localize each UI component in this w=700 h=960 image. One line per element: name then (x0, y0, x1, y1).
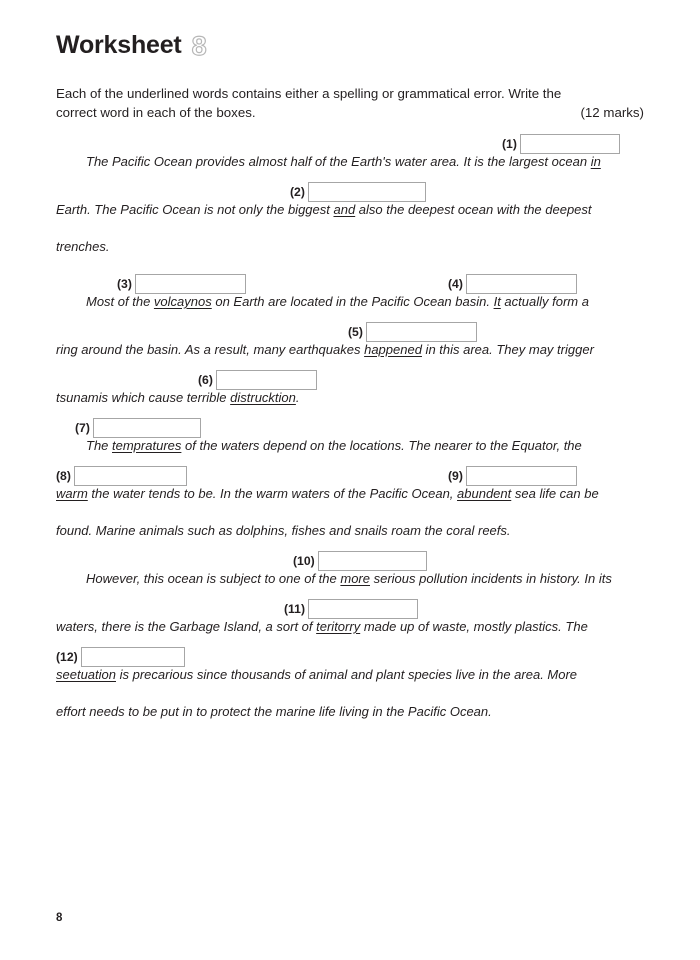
passage-text: waters, there is the Garbage Island, a sort of (56, 619, 317, 634)
answer-number-8: (8) (56, 469, 71, 483)
answer-field-1[interactable] (502, 134, 620, 154)
passage-text: The Pacific Ocean provides almost half of the Earth's water area. It is the largest ocean (86, 154, 591, 169)
answer-field-3[interactable] (117, 274, 246, 294)
passage (56, 130, 644, 719)
passage-text: . (295, 390, 300, 405)
underlined-error-volcaynos: volcaynos (153, 294, 212, 309)
underlined-error-seetuation: seetuation (56, 667, 116, 682)
underlined-error-tempratures: tempratures (112, 438, 182, 453)
passage-line-p4-4: effort needs to be put in to protect the marine life living in the Pacific Ocean. (56, 704, 492, 719)
answer-input-11[interactable] (308, 599, 418, 619)
passage-text: Earth. The Pacific Ocean is not only the biggest (56, 202, 334, 217)
page-title-text: Worksheet (56, 30, 182, 59)
instructions-line-1: Each of the underlined words contains either a spelling or grammatical error. Write the (56, 86, 562, 101)
underlined-error-it: It (493, 294, 501, 309)
passage-text: serious pollution incidents in history. In its (370, 571, 612, 586)
underlined-error-more: more (340, 571, 370, 586)
underlined-error-happened: happened (364, 342, 422, 357)
answer-input-6[interactable] (216, 370, 317, 390)
passage-text: actually form a (500, 294, 589, 309)
answer-number-9: (9) (448, 469, 463, 483)
underlined-error-distrucktion: distrucktion (230, 390, 296, 405)
marks-label: (12 marks) (580, 105, 644, 120)
answer-number-10: (10) (293, 554, 315, 568)
passage-line-p1-2 (56, 202, 644, 217)
passage-line-p4-3 (56, 667, 644, 682)
answer-input-7[interactable] (93, 418, 201, 438)
answer-number-6: (6) (198, 373, 213, 387)
answer-field-12[interactable] (56, 647, 185, 667)
underlined-error-abundent: abundent (457, 486, 512, 501)
underlined-error-and: and (333, 202, 356, 217)
answer-box-row-8-9 (56, 462, 644, 486)
answer-field-2[interactable] (290, 182, 426, 202)
passage-text: is precarious since thousands of animal and plant species live in the area. More (116, 667, 578, 682)
instructions-line-2-row (56, 103, 644, 122)
passage-text: ring around the basin. As a result, many earthquakes (56, 342, 365, 357)
answer-number-4: (4) (448, 277, 463, 291)
passage-text: tsunamis which cause terrible (56, 390, 231, 405)
answer-input-3[interactable] (135, 274, 246, 294)
passage-text: also the deepest ocean with the deepest (355, 202, 592, 217)
passage-line-p2-1 (56, 294, 644, 309)
passage-line-p3-3: found. Marine animals such as dolphins, fishes and snails roam the coral reefs. (56, 523, 511, 538)
passage-text: on Earth are located in the Pacific Ocean basin. (211, 294, 494, 309)
answer-number-11: (11) (284, 602, 306, 616)
underlined-error-teritorry: teritorry (316, 619, 361, 634)
passage-line-p2-2 (56, 342, 644, 357)
answer-input-5[interactable] (366, 322, 477, 342)
passage-text: made up of waste, mostly plastics. The (360, 619, 588, 634)
passage-text: of the waters depend on the locations. The nearer to the Equator, the (181, 438, 582, 453)
passage-text: the water tends to be. In the warm waters of the Pacific Ocean, (87, 486, 458, 501)
passage-text: The (86, 438, 113, 453)
answer-number-5: (5) (348, 325, 363, 339)
answer-field-11[interactable] (284, 599, 418, 619)
passage-text: However, this ocean is subject to one of the (86, 571, 341, 586)
answer-number-2: (2) (290, 185, 305, 199)
answer-field-7[interactable] (75, 418, 201, 438)
passage-line-p3-2 (56, 486, 644, 501)
answer-field-10[interactable] (293, 551, 427, 571)
answer-field-4[interactable] (448, 274, 577, 294)
answer-box-row-10 (56, 547, 644, 571)
answer-box-row-5 (56, 318, 644, 342)
passage-paragraph-1 (56, 130, 644, 254)
passage-line-p2-3 (56, 390, 644, 405)
answer-box-row-2 (56, 178, 644, 202)
answer-box-row-3-4 (56, 270, 644, 294)
answer-input-12[interactable] (81, 647, 185, 667)
instructions (56, 84, 644, 122)
answer-box-row-6 (56, 366, 644, 390)
page-title (56, 0, 644, 68)
answer-input-4[interactable] (466, 274, 577, 294)
answer-box-row-7 (56, 414, 644, 438)
answer-input-1[interactable] (520, 134, 620, 154)
instructions-line-2: correct word in each of the boxes. (56, 105, 256, 120)
passage-line-p3-1 (56, 438, 644, 453)
answer-number-3: (3) (117, 277, 132, 291)
page-number: 8 (56, 912, 63, 924)
answer-field-6[interactable] (198, 370, 317, 390)
passage-line-p4-1 (56, 571, 644, 586)
passage-line-p1-3: trenches. (56, 239, 110, 254)
answer-box-row-1 (56, 130, 644, 154)
answer-number-12: (12) (56, 650, 78, 664)
answer-box-row-11 (56, 595, 644, 619)
passage-text: sea life can be (511, 486, 599, 501)
answer-box-row-12 (56, 643, 644, 667)
answer-field-5[interactable] (348, 322, 477, 342)
passage-paragraph-3 (56, 414, 644, 538)
answer-field-8[interactable] (56, 466, 187, 486)
passage-paragraph-4 (56, 547, 644, 719)
answer-number-1: (1) (502, 137, 517, 151)
passage-line-p1-1 (56, 154, 644, 169)
passage-line-p4-2 (56, 619, 644, 634)
answer-input-10[interactable] (318, 551, 427, 571)
underlined-error-warm: warm (56, 486, 88, 501)
passage-text: Most of the (86, 294, 154, 309)
answer-number-7: (7) (75, 421, 90, 435)
answer-input-9[interactable] (466, 466, 577, 486)
answer-field-9[interactable] (448, 466, 577, 486)
underlined-error-in: in (590, 154, 601, 169)
answer-input-2[interactable] (308, 182, 426, 202)
passage-text: in this area. They may trigger (421, 342, 594, 357)
passage-paragraph-2 (56, 270, 644, 405)
answer-input-8[interactable] (74, 466, 187, 486)
worksheet-number: 8 (191, 30, 207, 61)
